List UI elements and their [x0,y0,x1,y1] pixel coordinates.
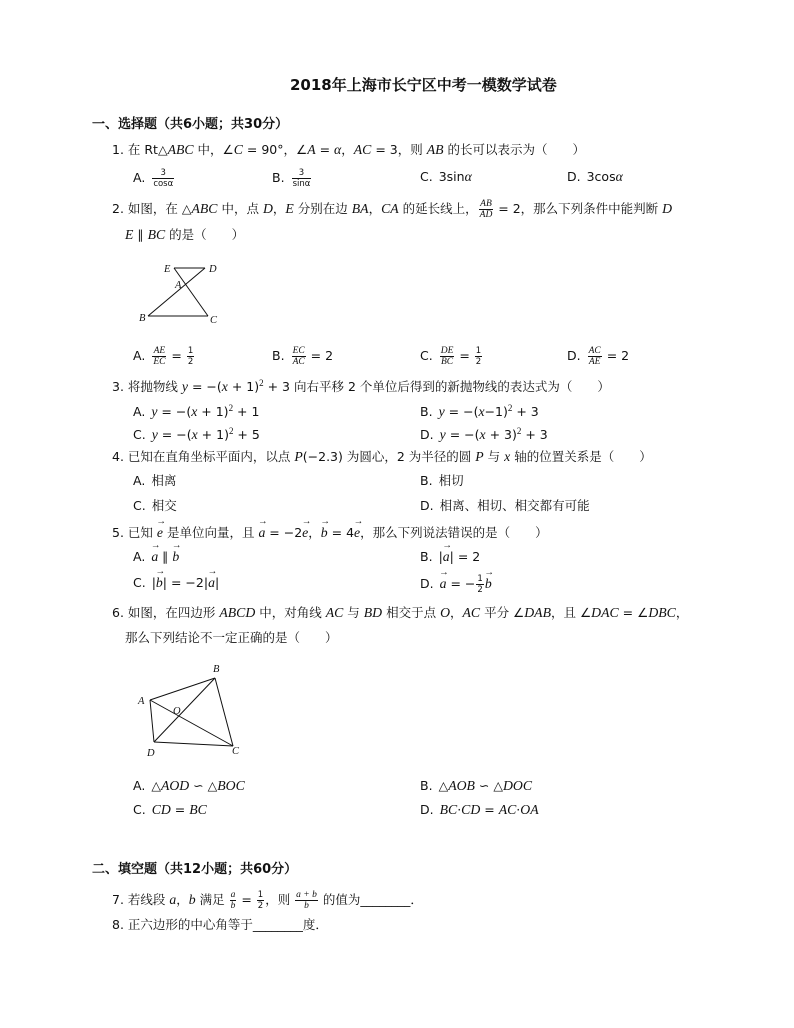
text-run: = [480,802,499,817]
text-run: = −( [444,403,479,419]
answer-blank: ________ [360,892,411,907]
point-label-c: C [210,315,218,326]
text-run: = −( [157,426,192,442]
question-6-stem-line2 [125,629,338,647]
fraction [440,346,455,367]
question-2-stem-line2 [125,226,244,244]
denominator: BC [440,357,454,367]
segment-cd [154,742,233,746]
point-label-a: A [175,280,182,291]
stem-part [112,201,478,216]
text-run: = ∠ [618,605,649,620]
math-term: x [504,449,511,464]
math-term: DAB [524,605,551,620]
q3-option-c [133,422,260,444]
q3-option-b [420,399,539,421]
option-label: A. [133,473,146,488]
point-label-o: O [173,706,181,717]
text-run: = 2，那么下列条件中能判断 [494,201,663,216]
math-term: BD [363,605,383,620]
numerator: 3 [292,168,312,179]
point-label-b: B [139,313,146,324]
denominator: EC [153,357,166,367]
math-term: α [464,169,472,184]
text-run: 平分 ∠ [480,605,525,620]
text-run: ∥ [133,227,148,242]
text-run: 中，点 [217,201,263,216]
question-1-stem [112,141,585,159]
point-label-d: D [209,264,217,275]
quadrilateral-figure [130,660,245,760]
text-run: 的是（ ） [165,227,245,242]
math-term: e → [302,524,308,542]
option-expression [439,169,472,184]
text-run: | [151,575,156,590]
text-run: 6. 如图，在四边形 [112,605,220,620]
option-label: B. [272,348,285,363]
math-term: O [440,605,450,620]
math-term: BC [147,227,166,242]
math-term: e → [157,524,163,542]
math-term: α [334,142,342,157]
denominator: 2 [477,585,483,595]
option-label: C. [133,575,146,590]
option-expression [485,576,492,591]
numerator: AB [480,199,492,209]
diagonal-bd [154,678,215,742]
text-run: ， [368,201,382,216]
math-term: b → [156,574,163,592]
option-expression [151,404,259,419]
option-label: B. [420,473,433,488]
question-6-stem-line1 [112,604,688,622]
option-label: C. [420,169,433,184]
question-8 [112,916,328,934]
equals: = [455,348,474,363]
text-run: 轴的位置关系是（ ） [510,449,652,464]
text-run: + 1) [227,378,260,394]
numerator: 1 [187,346,194,356]
stem-part [112,892,229,907]
point-label-b: B [213,664,220,675]
math-term: AC [462,605,481,620]
option-expression [151,778,244,793]
math-term: a → [208,574,215,592]
math-term: D [262,201,273,216]
denominator: 2 [257,901,264,911]
q6-option-a [133,777,245,795]
math-term: x [221,378,228,394]
section-heading-fill-in: 二、填空题（共12小题；共60分） [92,862,298,877]
numerator: EC [292,346,305,356]
option-label: D. [420,426,434,442]
text-run: ， [176,892,189,907]
text-run: 与 [343,605,364,620]
stem-part [494,201,672,216]
text-run: = [170,802,190,817]
text-run: + 1) [197,403,229,419]
text-run: 7. 若线段 [112,892,170,907]
math-term: BOC [217,778,245,793]
option-label: B. [420,778,433,793]
q1-option-a [133,168,175,189]
option-expression [152,427,260,442]
math-term: a → [440,575,447,593]
option-label: A. [133,549,146,564]
math-term: b → [321,524,328,542]
text-run: 是单位向量，且 [162,525,259,540]
text-run: = − [446,576,476,591]
math-term: DOC [502,778,532,793]
math-term: x [478,403,485,419]
text-run: = [315,142,335,157]
option-expression [152,575,219,590]
point-label-a: A [138,696,145,707]
text-run: ， [341,142,354,157]
text-run: 4. 已知在直角坐标平面内，以点 [112,449,295,464]
math-term: α [615,169,623,184]
math-term: AC [498,802,517,817]
math-term: ABC [167,142,194,157]
text-run: 中，∠ [193,142,234,157]
math-term: P [294,449,303,464]
fraction [292,346,306,367]
option-label: D. [420,576,434,591]
option-label: C. [420,348,433,363]
text-run: 那么下列结论不一定正确的是（ ） [125,630,338,645]
math-term: x [479,426,486,442]
text-run: | = −2| [162,575,209,590]
exponent: 2 [259,378,264,388]
math-term: b → [485,575,492,593]
text-run: 相交于点 [382,605,441,620]
numerator: AC [588,346,601,356]
text-run: = 90°，∠ [242,142,308,157]
denominator: 2 [187,357,194,367]
option-expression [439,549,481,564]
text-run: −1) [484,403,508,419]
text-run: ________ [252,917,303,932]
math-term: P [475,449,484,464]
math-term: CD [461,802,481,817]
text-run: 度． [302,917,328,932]
point-label-c: C [232,746,240,757]
option-label: D. [420,802,434,817]
fraction [292,168,312,189]
q1-option-b [272,168,312,189]
option-expression [440,802,539,817]
text-run: | [214,575,220,590]
text-run: | [438,549,443,564]
equals: = [167,348,186,363]
math-term: y [439,426,446,442]
math-term: x [191,403,198,419]
option-label: B. [420,549,433,564]
math-term: E [285,201,294,216]
text-run: 中，对角线 [255,605,326,620]
text-run: + 5 [233,426,260,442]
text-run: + 3) [485,426,517,442]
numerator: 1 [257,890,264,900]
fraction [475,346,482,367]
math-term: OA [520,802,539,817]
numerator: AE [153,346,166,356]
math-term: AC [325,605,344,620]
q5-option-b [420,548,480,566]
exponent: 2 [507,403,513,413]
option-label: A. [133,403,146,419]
numerator: a [230,890,236,900]
math-term: E [125,227,134,242]
math-term: AB [426,142,444,157]
text-run: + 3 [521,426,548,442]
option-text: 相离、相切、相交都有可能 [439,498,590,513]
text-run: · [516,802,521,817]
option-label: B. [420,403,433,419]
point-label-d: D [147,748,155,759]
fraction [479,199,494,220]
text-run: = 4 [327,525,355,540]
fraction [230,890,237,911]
exponent: 2 [516,426,522,436]
math-term: AOD [160,778,190,793]
equals: = 2 [306,348,334,363]
q6-option-d [420,801,539,819]
denominator: AE [588,357,601,367]
question-7 [112,890,423,911]
point-label-e: E [164,264,171,275]
text-run: ， [675,605,689,620]
q5-option-d [420,574,492,595]
fraction [588,346,602,367]
q3-option-a [133,399,259,421]
q6-option-c [133,801,207,819]
math-term: e → [354,524,360,542]
equals: = [237,892,256,907]
text-run: 的延长线上， [398,201,478,216]
exponent: 2 [228,426,234,436]
q2-option-b [272,346,333,367]
fraction [187,346,194,367]
math-term: ABC [191,201,218,216]
option-label: A. [133,170,146,185]
math-term: AOB [448,778,475,793]
option-expression [587,169,623,184]
math-term: b [188,892,196,907]
math-term: CA [381,201,399,216]
math-term: y [181,378,188,394]
text-run: = −( [187,378,222,394]
denominator: sinα [292,179,311,189]
math-term: D [662,201,673,216]
option-label: D. [567,169,581,184]
option-label: C. [133,498,146,513]
option-expression [151,549,179,564]
option-expression [439,404,539,419]
fraction [257,890,264,911]
section-heading-choice: 一、选择题（共6小题；共30分） [92,117,289,132]
text-run: △ [438,778,449,793]
math-term: BC [189,802,207,817]
text-run: · [457,802,462,817]
text-run: 分别在边 [293,201,352,216]
option-text: 相切 [438,473,464,488]
text-run: = −( [157,403,192,419]
math-term: a → [258,524,265,542]
math-term: BC [439,802,458,817]
q6-option-b [420,777,532,795]
option-expression [152,802,207,817]
text-run: 8. 正六边形的中心角等于 [112,917,253,932]
text-run: = 3，则 [371,142,427,157]
text-run: + 1 [233,403,260,419]
option-label: C. [133,802,146,817]
fraction [295,890,318,911]
numerator: 3 [152,168,174,179]
segment-ab [150,678,215,700]
math-term: x [191,426,198,442]
stem-part: ，则 [265,892,295,907]
text-run: 满足 [195,892,229,907]
text-run: + 3 向右平移 2 个单位后得到的新抛物线的表达式为（ ） [263,378,610,394]
option-expression [439,778,532,793]
math-term: y [151,426,158,442]
math-term: C [233,142,243,157]
text-run: = −2 [265,525,303,540]
fraction [152,168,174,189]
math-term: y [151,403,158,419]
numerator: a + b [296,890,317,900]
question-3-stem [112,374,610,396]
text-run: 2. 如图，在 △ [112,201,192,216]
text-run: 3sin [438,169,465,184]
text-run: 1. 在 Rt△ [112,142,168,157]
q5-option-c [133,574,219,592]
math-term: ABCD [219,605,256,620]
q1-option-c [420,168,472,186]
text-run: ，且 ∠ [550,605,592,620]
math-term: a [169,892,177,907]
segment-ec [174,268,208,316]
math-term: y [438,403,445,419]
page-title: 2018年上海市长宁区中考一模数学试卷 [290,76,557,94]
segment-da [150,700,154,742]
text-run: ， [308,525,321,540]
text-run: ，那么下列说法错误的是（ ） [360,525,548,540]
text-run: 5. 已知 [112,525,157,540]
fraction [152,346,166,367]
q2-option-a [133,346,195,367]
text-run: 的长可以表示为（ ） [443,142,586,157]
diagonal-ac [150,700,233,746]
text-run: ∽ △ [474,778,503,793]
math-term: AC [353,142,372,157]
option-label: D. [567,348,581,363]
q1-option-d [567,168,623,186]
option-expression [440,576,476,591]
option-label: A. [133,348,146,363]
text-run: ∥ [158,549,173,564]
q4-option-a [133,472,176,490]
denominator: b [230,901,236,911]
math-term: b → [172,548,179,566]
question-4-stem [112,448,652,466]
denominator: AD [479,210,493,220]
segment-bc [215,678,233,746]
math-term: DBC [648,605,676,620]
denominator: cosα [153,179,174,189]
text-run: 3. 将抛物线 [112,378,182,394]
segment-db [148,268,205,316]
option-label: C. [133,426,146,442]
text-run: ∽ △ [189,778,218,793]
text-run: 与 [483,449,505,464]
fraction [476,574,483,595]
math-term: CD [151,802,171,817]
numerator: 1 [475,346,482,356]
math-term: DAC [591,605,619,620]
q4-option-c [133,497,177,515]
numerator: DE [440,346,454,356]
option-expression [440,427,548,442]
q4-option-b [420,472,464,490]
option-label: D. [420,498,434,513]
question-2-stem-line1 [112,199,672,220]
option-text: 相交 [151,498,177,513]
math-term: A [307,142,316,157]
option-label: B. [272,170,285,185]
text-run: ， [450,605,463,620]
exponent: 2 [228,403,234,413]
q5-option-a [133,548,179,566]
text-run: + 3 [512,403,539,419]
text-run: + 1) [197,426,229,442]
text-run: ， [272,201,286,216]
denominator: AC [292,357,305,367]
q3-option-d [420,422,548,444]
denominator: 2 [475,357,482,367]
math-term: a → [151,548,158,566]
option-label: A. [133,778,146,793]
numerator: 1 [477,574,483,584]
q2-option-c [420,346,483,367]
text-run: (−2.3) 为圆心，2 为半径的圆 [302,449,476,464]
math-term: BA [351,201,369,216]
triangle-figure [130,255,230,330]
text-run: = −( [445,426,480,442]
math-term: a → [443,548,450,566]
denominator: b [304,901,309,911]
q4-option-d [420,497,590,515]
stem-part: ． [410,892,423,907]
text-run: △ [151,778,161,793]
text-run: 3cos [586,169,616,184]
stem-part: 的值为 [318,892,361,907]
q2-option-d [567,346,629,367]
option-text: 相离 [151,473,177,488]
text-run: | = 2 [449,549,481,564]
equals: = 2 [602,348,630,363]
